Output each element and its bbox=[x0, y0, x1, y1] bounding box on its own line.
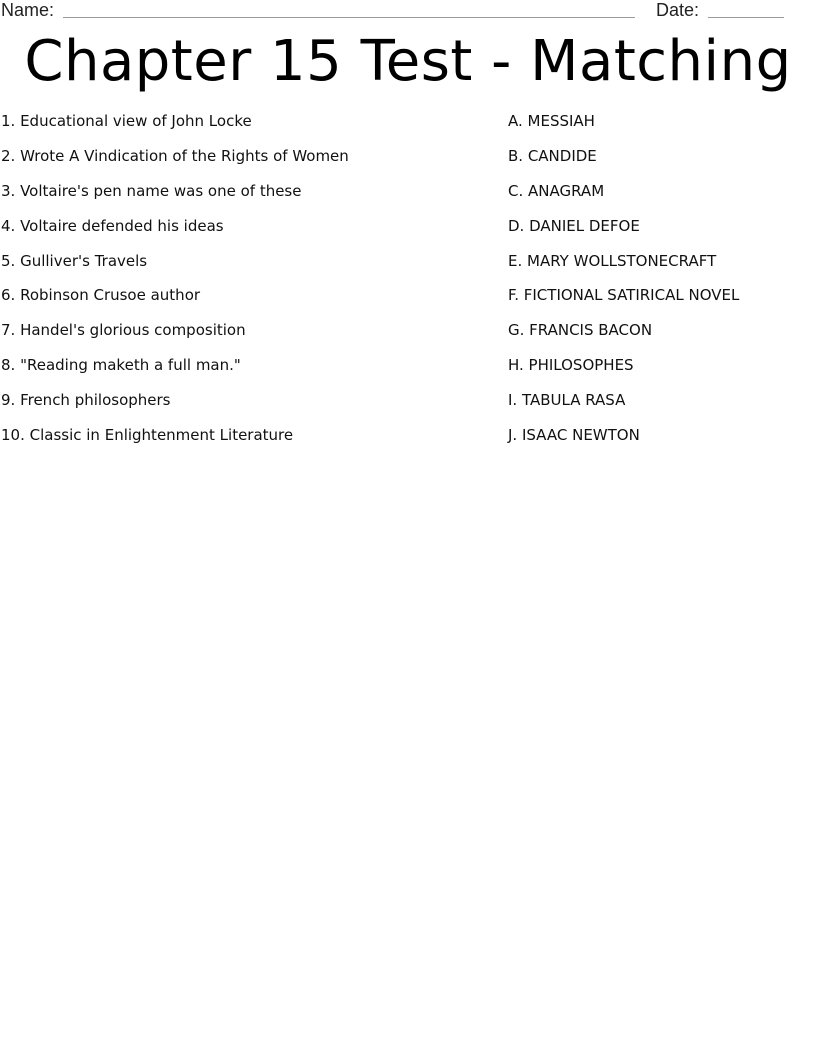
clue-item: 5. Gulliver's Travels bbox=[1, 251, 148, 270]
clue-item: 10. Classic in Enlightenment Literature bbox=[1, 426, 294, 445]
answer-list bbox=[508, 111, 808, 460]
answer-item: F. FICTIONAL SATIRICAL NOVEL bbox=[508, 286, 740, 305]
clue-list bbox=[1, 111, 491, 460]
answer-item: A. MESSIAH bbox=[508, 112, 595, 130]
clue-item: 7. Handel's glorious composition bbox=[1, 321, 246, 340]
answer-item: H. PHILOSOPHES bbox=[508, 356, 634, 375]
clue-item: 9. French philosophers bbox=[1, 391, 171, 410]
name-label: Name: bbox=[1, 0, 55, 20]
clue-item: 8. "Reading maketh a full man." bbox=[1, 356, 241, 375]
clue-item: 6. Robinson Crusoe author bbox=[1, 286, 201, 305]
answer-item: D. DANIEL DEFOE bbox=[508, 216, 640, 235]
date-field[interactable] bbox=[708, 17, 784, 18]
date-label: Date: bbox=[656, 0, 700, 20]
answer-item: I. TABULA RASA bbox=[508, 391, 626, 410]
clue-item: 3. Voltaire's pen name was one of these bbox=[1, 181, 302, 200]
answer-item: J. ISAAC NEWTON bbox=[508, 426, 640, 445]
page-title: Chapter 15 Test - Matching bbox=[24, 29, 792, 94]
clue-item: 4. Voltaire defended his ideas bbox=[1, 216, 224, 235]
answer-item: G. FRANCIS BACON bbox=[508, 321, 653, 340]
answer-item: C. ANAGRAM bbox=[508, 181, 605, 200]
answer-item: E. MARY WOLLSTONECRAFT bbox=[508, 251, 717, 270]
clue-item: 2. Wrote A Vindication of the Rights of Women bbox=[1, 146, 349, 165]
header-line bbox=[0, 0, 816, 22]
answer-item: B. CANDIDE bbox=[508, 146, 597, 165]
clue-item: 1. Educational view of John Locke bbox=[1, 112, 252, 130]
name-field[interactable] bbox=[63, 17, 635, 18]
